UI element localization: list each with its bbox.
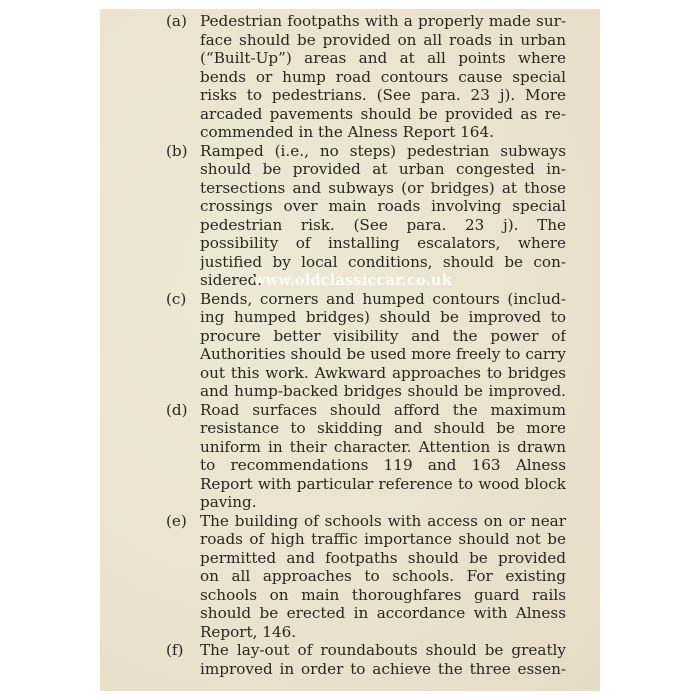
text-line: bends or hump road contours cause special (200, 67, 566, 86)
text-line: Ramped (i.e., no steps) pedestrian subways (200, 141, 566, 160)
recommendations-list (166, 12, 566, 678)
text-line: face should be provided on all roads in urban (200, 30, 566, 49)
text-line: commended in the Alness Report 164. (200, 123, 494, 141)
item-e (166, 512, 566, 642)
text-line: sidered. (200, 271, 263, 289)
text-line: Pedestrian footpaths with a properly made sur- (200, 12, 566, 30)
text-line: uniform in their character. Attention is drawn (200, 437, 566, 456)
text-line: should be provided at urban congested in- (200, 160, 566, 178)
text-line: procure better visibility and the power of (200, 326, 566, 345)
item-a (166, 12, 566, 142)
item-c (166, 290, 566, 401)
item-label: (e) (166, 511, 187, 530)
text-line: ing humped bridges) should be improved to (200, 308, 566, 326)
text-line: on all approaches to schools. For existing (200, 567, 566, 585)
item-b (166, 142, 566, 290)
text-line: arcaded pavements should be provided as re- (200, 104, 566, 123)
text-line: and hump-backed bridges should be improved. (200, 382, 566, 400)
text-line: roads of high traffic importance should not be (200, 530, 566, 548)
text-line: Authorities should be used more freely to carry (200, 345, 566, 363)
scanned-page (100, 9, 600, 691)
text-line: schools on main thoroughfares guard rails (200, 585, 566, 604)
text-line: should be erected in accordance with Alness (200, 604, 566, 622)
text-line: permitted and footpaths should be provided (200, 548, 566, 567)
text-line: pedestrian risk. (See para. 23 j). The (200, 215, 566, 234)
text-line: resistance to skidding and should be more (200, 419, 566, 437)
text-line: Report, 146. (200, 622, 297, 641)
text-line: possibility of installing escalators, where (200, 234, 566, 252)
item-label: (a) (166, 12, 187, 30)
item-label: (b) (166, 141, 188, 160)
text-line: The lay-out of roundabouts should be greatly (200, 641, 566, 659)
item-label: (f) (166, 641, 184, 659)
item-d (166, 401, 566, 512)
text-line: The building of schools with access on or near (200, 511, 566, 530)
text-line: justified by local conditions, should be con- (200, 252, 566, 271)
text-line: (“Built-Up”) areas and at all points where (200, 49, 566, 67)
text-line: to recommendations 119 and 163 Alness (200, 456, 566, 474)
text-line: tersections and subways (or bridges) at those (200, 178, 566, 197)
item-label: (c) (166, 289, 187, 308)
text-line: out this work. Awkward approaches to bridges (200, 363, 566, 382)
text-line: Bends, corners and humped contours (includ- (200, 289, 566, 308)
item-f (166, 641, 566, 678)
item-label: (d) (166, 400, 188, 419)
text-line: paving. (200, 493, 257, 511)
text-line: crossings over main roads involving special (200, 197, 566, 215)
text-line: improved in order to achieve the three essen- (200, 659, 566, 678)
text-line: Report with particular reference to wood block (200, 474, 566, 493)
text-line: risks to pedestrians. (See para. 23 j). More (200, 86, 566, 104)
watermark: www.oldclassiccar.co.uk (253, 272, 452, 289)
text-line: Road surfaces should afford the maximum (200, 400, 566, 419)
